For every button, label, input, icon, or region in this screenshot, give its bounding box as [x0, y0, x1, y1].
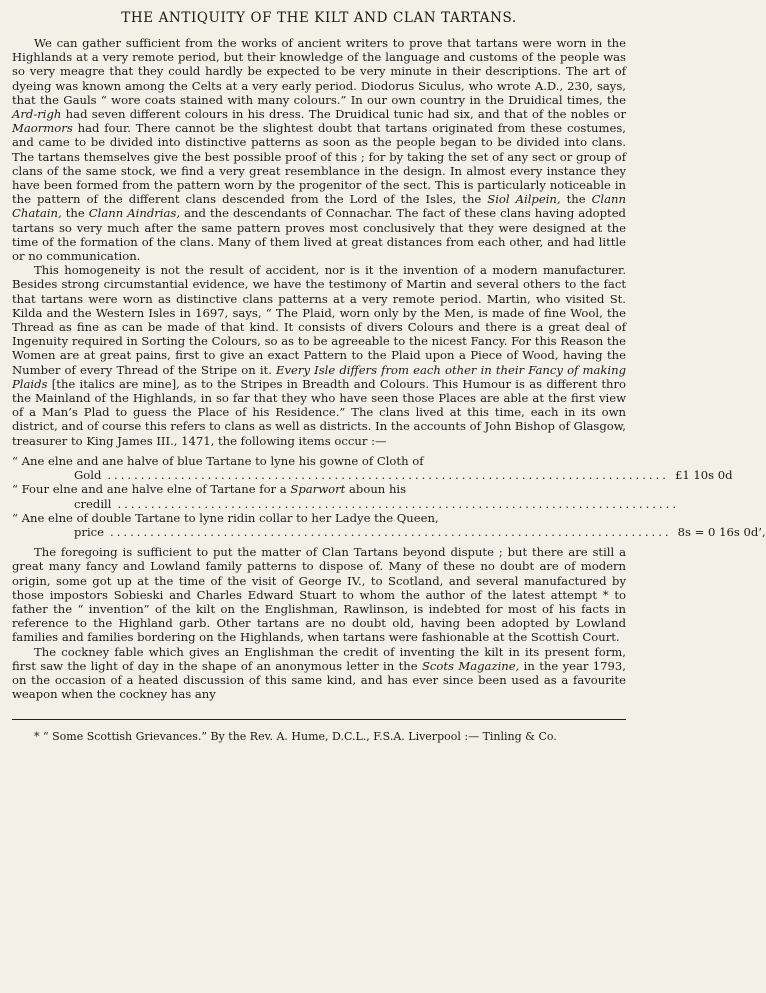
italic-run: Every Isle differs from each other in their Fancy of making Plaids — [12, 362, 626, 391]
text-run: “ Ane elne and ane halve of blue Tartane to lyne his gowne of Cloth of — [12, 453, 424, 468]
account-item-text — [12, 511, 626, 525]
text-run: and the descendants of Connachar. The fact of these clans having adopted tartans so very much after the same pattern proves most conclusively that they were designed at the time of the formation of the clans. Many of them lived at great distances from each other, and had little or no communication. — [12, 206, 626, 264]
body-before — [12, 36, 626, 448]
account-item-3 — [12, 510, 766, 539]
italic-run: Sparwort — [290, 482, 346, 497]
account-item-2 — [12, 482, 680, 511]
accounts-items — [12, 453, 766, 539]
text-run: the — [61, 206, 89, 221]
footnote-divider — [12, 719, 626, 720]
account-item-cont: Gold — [74, 468, 102, 483]
account-item-1 — [12, 453, 733, 483]
italic-run: Scots Magazine, — [421, 658, 520, 673]
text-run: “ Four elne and ane halve elne of Tartane for a — [12, 482, 291, 497]
body-after — [12, 545, 626, 701]
account-item-cont: price — [74, 524, 105, 539]
paragraph-3 — [12, 545, 626, 644]
article-title: THE ANTIQUITY OF THE KILT AND CLAN TARTANS. — [121, 10, 517, 26]
text-run: We can gather sufficient from the works of ancient writers to prove that tartans were worn in the Highlands at a very remote period, but their knowledge of the language and customs of the people was so very meagre that they could hardly be expected to be very minute in their descriptions. The art of dyeing was known among the Celts at a very early period. Diodorus Siculus, who wrote A.D., 230, says, that the Gauls “ wore coats stained with many colours.” In our own country in the Druidical times, the — [12, 36, 626, 107]
text-run: aboun his — [345, 482, 407, 497]
text-run: This homogeneity is not the result of accident, nor is it the invention of a modern manufacturer. Besides strong circumstantial evidence, we have the testimony of Martin and several others to the fact that tartans were worn as distinctive clans patterns at a very remote period. Martin, who visited St. Kilda and the Western Isles in 1697, says, “ The Plaid, worn only by the Men, is made of fine Wool, the Thread as fine as can be made of that kind. It consists of divers Colours and there is a great deal of Ingenuity required in Sorting the Colours, so as to be agreeable to the nicest Fancy. For this Reason the Women are at great pains, first to give an exact Pattern to the Plaid upon a Piece of Wood, having the Number of every Thread of the Stripe on it. — [12, 263, 626, 377]
text-run: had four. There cannot be the slightest doubt that tartans originated from these costumes, and came to be divided into distinctive patterns as soon as the people began to be divided into clans. The tartans themselves give the best possible proof of this ; for by taking the set of any sect or group of clans of the same stock, we find a very great resemblance in the design. In almost every instance they have been formed from the pattern worn by the progenitor of the sect. This is particularly noticeable in the pattern of the different clans descended from the Lord of the Isles, the — [12, 121, 626, 207]
text-run: [the italics are mine], as to the Stripes in Breadth and Colours. This Humour is as different thro the Mainland of the Highlands, in so far that they who have seen those Places are able at the first view of a Man’s Plad to guess the Place of his Residence.” The clans lived at this time, each in its own district, and of course this refers to clans as well as districts. In the accounts of John Bishop of Glasgow, treasurer to King James III., 1471, the following items occur :— — [12, 376, 626, 448]
leader-dots: .................................................................................... — [110, 524, 672, 539]
text-run: The cockney fable which gives an Englishman the credit of inventing the kilt in its present form, first saw the light of day in the shape of an anonymous letter in the — [12, 644, 626, 673]
text-run: had seven different colours in his dress. The Druidical tunic had six, and that of the nobles or — [61, 107, 626, 122]
account-item-text — [12, 482, 626, 496]
italic-run: Clann Aindrias, — [88, 206, 181, 221]
leader-dots: .................................................................................... — [117, 496, 680, 511]
paragraph-2 — [12, 263, 626, 448]
footnote: * “ Some Scottish Grievances.” By the Rev. A. Hume, D.C.L., F.S.A. Liverpool :— Tinling & Co. — [34, 730, 557, 744]
account-item-amount: 8s = 0 16s 0d’, — [677, 524, 766, 539]
leader-dots: .................................................................................... — [107, 468, 669, 483]
account-item-text — [12, 454, 626, 468]
text-run: in the year 1793, on the occasion of a heated discussion of this same kind, and has ever since been used as a favourite weapon when the cockney has any — [12, 658, 626, 702]
account-item-amount: £1 10s 0d — [674, 468, 733, 483]
text-run: The foregoing is sufficient to put the matter of Clan Tartans beyond dispute ; but there are still a great many fancy and Lowland family patterns to dispose of. Many of these no doubt are of modern origin, some got up at the time of the visit of George IV., to Scotland, and several manufactured by those impostors Sobieski and Charles Edward Stuart to whom the author of the latest attempt * to father the “ invention” of the kilt on the Englishman, Rawlinson, is indebted for most of his facts in reference to the Highland garb. Other tartans are no doubt old, having been adopted by Lowland families and families bordering on the Highlands, when tartans were fashionable at the Scottish Court. — [12, 545, 626, 645]
italic-run: Clann Chatain, — [12, 192, 626, 221]
paragraph-1 — [12, 36, 626, 263]
text-run: the — [560, 192, 592, 207]
text-run: “ Ane elne of double Tartane to lyne ridin collar to her Ladye the Queen, — [12, 510, 439, 525]
italic-run: Siol Ailpein, — [487, 192, 561, 207]
italic-run: Maormors — [12, 121, 73, 136]
account-item-cont: credill — [74, 496, 112, 511]
italic-run: Ard-righ — [12, 107, 62, 122]
paragraph-4 — [12, 645, 626, 702]
